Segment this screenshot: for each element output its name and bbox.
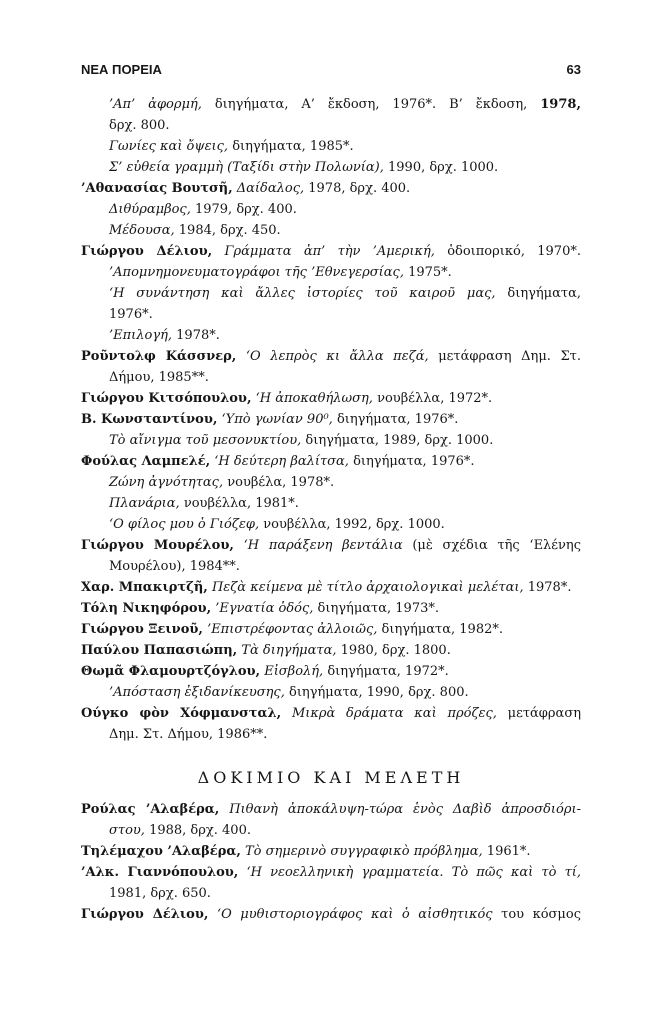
entry-details: διηγήματα, bbox=[495, 286, 581, 301]
bibliography-entry bbox=[81, 451, 581, 472]
entry-line bbox=[81, 115, 581, 136]
entry-line bbox=[81, 178, 581, 199]
bibliography-entry bbox=[81, 136, 581, 157]
work-title: ‘Ο λεπρὸς κι ἄλλα πεζά, bbox=[245, 349, 429, 364]
bibliography-entry bbox=[81, 577, 581, 598]
author-name: Γιώργου Δέλιου, bbox=[81, 244, 213, 259]
work-title: ’Απόσταση ἐξιδανίκευσης, bbox=[109, 685, 285, 700]
work-title: ’Απ’ ἀφορμή, bbox=[109, 97, 202, 112]
entry-details: νουβέλλα, 1972*. bbox=[372, 391, 493, 406]
entry-details: 1984, δρχ. 450. bbox=[174, 223, 281, 238]
bibliography-entry bbox=[81, 535, 581, 577]
work-title: ‘Η νεοελληνικὴ γραμματεία. Τὸ πῶς καὶ τὸ τί, bbox=[246, 865, 582, 880]
work-title: ‘Ο φίλος μου ὁ Γιόζεφ, bbox=[109, 517, 260, 532]
entry-details: (μὲ σχέδια τῆς ‘Ελένης bbox=[402, 538, 582, 553]
entry-line bbox=[81, 157, 581, 178]
section-heading: ΔΟΚΙΜΙΟ ΚΑΙ ΜΕΛΕΤΗ bbox=[197, 768, 465, 787]
bibliography-entry bbox=[81, 241, 581, 262]
entry-line bbox=[81, 661, 581, 682]
work-title: Εἰσβολή, bbox=[264, 664, 324, 679]
entry-details: 1961*. bbox=[482, 844, 531, 859]
entry-details: διηγήματα, 1990, δρχ. 800. bbox=[284, 685, 469, 700]
entry-details: μετάφραση bbox=[496, 706, 581, 721]
work-title: Πιθανὴ ἀποκάλυψη-τώρα ἑνὸς Δαβὶδ ἀπροσδιόρι- bbox=[229, 802, 581, 817]
work-title: ‘Η παράξενη βεντάλια bbox=[243, 538, 403, 553]
entry-line bbox=[81, 820, 581, 841]
entry-details: 1978*. bbox=[172, 328, 220, 343]
entry-details: 1988, δρχ. 400. bbox=[144, 823, 251, 838]
bibliography-list-prose bbox=[81, 94, 581, 745]
entry-line bbox=[81, 682, 581, 703]
entry-details: μετάφραση Δημ. Στ. bbox=[428, 349, 582, 364]
author-name: Τηλέμαχου ’Αλαβέρα, bbox=[81, 844, 241, 859]
page-number: 63 bbox=[566, 62, 581, 77]
entry-line bbox=[81, 703, 581, 724]
author-name: Φούλας Λαμπελέ, bbox=[81, 454, 211, 469]
entry-line bbox=[81, 94, 581, 115]
entry-details: νουβέλλα, 1981*. bbox=[179, 496, 299, 511]
work-title: Σ’ εὐθεία γραμμὴ (Ταξίδι στὴν Πολωνία), bbox=[109, 160, 384, 175]
entry-line bbox=[81, 799, 581, 820]
entry-line bbox=[81, 883, 581, 904]
bibliography-entry bbox=[81, 346, 581, 388]
bibliography-entry bbox=[81, 157, 581, 178]
entry-line bbox=[81, 514, 581, 535]
entry-details bbox=[281, 706, 292, 721]
work-title: ‘Η ἀποκαθήλωση, bbox=[255, 391, 373, 406]
bibliography-entry bbox=[81, 841, 581, 862]
entry-details: διηγήματα, Α’ ἔκδοση, 1976*. Β’ ἔκδοση, bbox=[201, 97, 541, 112]
work-title: ‘Η συνάντηση καὶ ἄλλες ἱστορίες τοῦ καιροῦ μας, bbox=[109, 286, 496, 301]
entry-details: 1978*. bbox=[523, 580, 572, 595]
author-name: Τόλη Νικηφόρου, bbox=[81, 601, 212, 616]
entry-details bbox=[208, 907, 217, 922]
work-title: ’Εγνατία ὁδός, bbox=[215, 601, 314, 616]
entry-details: 1980, δρχ. 1800. bbox=[336, 643, 451, 658]
entry-details bbox=[219, 802, 229, 817]
author-name: Ούγκο φὸν Χόφμανσταλ, bbox=[81, 706, 282, 721]
work-title: Πεζὰ κείμενα μὲ τίτλο ἀρχαιολογικαὶ μελέται, bbox=[211, 580, 524, 595]
work-title: ’Απομνημονευματογράφοι τῆς ’Εθνεγερσίας, bbox=[109, 265, 404, 280]
entry-details: δρχ. 800. bbox=[109, 118, 170, 133]
author-name: Χαρ. Μπακιρτζῆ, bbox=[81, 580, 208, 595]
entry-line bbox=[81, 304, 581, 325]
entry-details bbox=[236, 349, 246, 364]
work-title: ‘Υπὸ γωνίαν 90⁰, bbox=[221, 412, 333, 427]
author-name: Παύλου Παπασιώπη, bbox=[81, 643, 238, 658]
bibliography-entry bbox=[81, 799, 581, 841]
entry-line bbox=[81, 451, 581, 472]
entry-details: 1990, δρχ. 1000. bbox=[383, 160, 499, 175]
work-title: Διθύραμβος, bbox=[109, 202, 191, 217]
work-title: ’Επιστρέφοντας ἀλλοιῶς, bbox=[207, 622, 378, 637]
bibliography-entry bbox=[81, 283, 581, 325]
entry-line bbox=[81, 409, 581, 430]
entry-line bbox=[81, 199, 581, 220]
entry-line bbox=[81, 556, 581, 577]
entry-details: 1976*. bbox=[109, 307, 153, 322]
running-head bbox=[81, 62, 581, 77]
work-title: ’Επιλογή, bbox=[109, 328, 173, 343]
bibliography-entry bbox=[81, 409, 581, 430]
work-title: Πλανάρια, bbox=[109, 496, 180, 511]
bibliography-entry bbox=[81, 178, 581, 199]
bibliography-entry bbox=[81, 904, 581, 925]
entry-details: 1978, δρχ. 400. bbox=[304, 181, 411, 196]
entry-line bbox=[81, 136, 581, 157]
bibliography-entry bbox=[81, 703, 581, 745]
entry-details: Μουρέλου), 1984**. bbox=[109, 559, 240, 574]
author-name: ’Αλκ. Γιαννόπουλου, bbox=[81, 865, 239, 880]
entry-line bbox=[81, 262, 581, 283]
author-name: Γιώργου Κιτσόπουλου, bbox=[81, 391, 252, 406]
entry-details: διηγήματα, 1976*. bbox=[332, 412, 459, 427]
entry-details: διηγήματα, 1976*. bbox=[348, 454, 475, 469]
bibliography-entry bbox=[81, 199, 581, 220]
bibliography-entry bbox=[81, 661, 581, 682]
entry-details: Δήμου, 1985**. bbox=[109, 370, 209, 385]
entry-line bbox=[81, 904, 581, 925]
journal-title: ΝΕΑ ΠΟΡΕΙΑ bbox=[81, 62, 162, 77]
bibliography-entry bbox=[81, 640, 581, 661]
bibliography-list-essays bbox=[81, 799, 581, 925]
bibliography-entry bbox=[81, 619, 581, 640]
work-title: Ζώνη ἀγνότητας, bbox=[109, 475, 224, 490]
author-name: Ρούλας ’Αλαβέρα, bbox=[81, 802, 220, 817]
work-title: Τὰ διηγήματα, bbox=[241, 643, 337, 658]
entry-line bbox=[81, 862, 581, 883]
bibliography-entry bbox=[81, 598, 581, 619]
author-name: ’Αθανασίας Βουτσῆ, bbox=[81, 181, 233, 196]
entry-line bbox=[81, 241, 581, 262]
entry-details: διηγήματα, 1973*. bbox=[313, 601, 440, 616]
entry-details: διηγήματα, 1985*. bbox=[228, 139, 354, 154]
bibliography-entry bbox=[81, 94, 581, 136]
bibliography-entry bbox=[81, 325, 581, 346]
author-name: 1978, bbox=[540, 97, 581, 112]
bibliography-entry bbox=[81, 682, 581, 703]
author-name: Γιώργου Ξεινοῦ, bbox=[81, 622, 203, 637]
entry-details: διηγήματα, 1982*. bbox=[377, 622, 504, 637]
entry-line bbox=[81, 841, 581, 862]
bibliography-entry bbox=[81, 514, 581, 535]
author-name: Ροῦντολφ Κάσσνερ, bbox=[81, 349, 237, 364]
work-title: Μικρὰ δράματα καὶ πρόζες, bbox=[291, 706, 497, 721]
entry-details: διηγήματα, 1989, δρχ. 1000. bbox=[301, 433, 494, 448]
bibliography-entry bbox=[81, 262, 581, 283]
entry-line bbox=[81, 619, 581, 640]
entry-details: διηγήματα, 1972*. bbox=[323, 664, 449, 679]
bibliography-entry bbox=[81, 493, 581, 514]
work-title: ‘Η δεύτερη βαλίτσα, bbox=[214, 454, 349, 469]
entry-line bbox=[81, 535, 581, 556]
work-title: στου, bbox=[109, 823, 145, 838]
entry-line bbox=[81, 430, 581, 451]
work-title: Τὸ αἴνιγμα τοῦ μεσονυκτίου, bbox=[109, 433, 302, 448]
entry-line bbox=[81, 388, 581, 409]
work-title: Γράμματα ἀπ’ τὴν ’Αμερική, bbox=[224, 244, 435, 259]
entry-details: νουβέλα, 1978*. bbox=[223, 475, 335, 490]
author-name: Β. Κωνσταντίνου, bbox=[81, 412, 218, 427]
author-name: Γιώργου Μουρέλου, bbox=[81, 538, 234, 553]
entry-details: 1979, δρχ. 400. bbox=[190, 202, 297, 217]
entry-line bbox=[81, 724, 581, 745]
bibliography-entry bbox=[81, 220, 581, 241]
entry-details: του κόσμος bbox=[492, 907, 581, 922]
entry-details bbox=[234, 538, 244, 553]
entry-line bbox=[81, 346, 581, 367]
author-name: Γιώργου Δέλιου, bbox=[81, 907, 209, 922]
entry-details bbox=[212, 244, 224, 259]
bibliography-entry bbox=[81, 862, 581, 904]
work-title: Τὸ σημερινὸ συγγραφικὸ πρόβλημα, bbox=[245, 844, 483, 859]
entry-line bbox=[81, 493, 581, 514]
work-title: Γωνίες καὶ ὄψεις, bbox=[109, 139, 229, 154]
author-name: Θωμᾶ Φλαμουρτζόγλου, bbox=[81, 664, 261, 679]
entry-line bbox=[81, 325, 581, 346]
entry-line bbox=[81, 220, 581, 241]
bibliography-entry bbox=[81, 472, 581, 493]
entry-line bbox=[81, 472, 581, 493]
work-title: Μέδουσα, bbox=[109, 223, 175, 238]
entry-details: ὁδοιπορικό, 1970*. bbox=[434, 244, 581, 259]
work-title: Δαίδαλος, bbox=[236, 181, 305, 196]
entry-line bbox=[81, 598, 581, 619]
entry-line bbox=[81, 283, 581, 304]
entry-details: νουβέλλα, 1992, δρχ. 1000. bbox=[259, 517, 445, 532]
entry-details: Δημ. Στ. Δήμου, 1986**. bbox=[109, 727, 268, 742]
entry-line bbox=[81, 577, 581, 598]
entry-line bbox=[81, 367, 581, 388]
entry-details: 1981, δρχ. 650. bbox=[109, 886, 211, 901]
work-title: ‘Ο μυθιστοριογράφος καὶ ὁ αἰσθητικός bbox=[216, 907, 493, 922]
entry-details: 1975*. bbox=[403, 265, 452, 280]
entry-line bbox=[81, 640, 581, 661]
bibliography-entry bbox=[81, 430, 581, 451]
bibliography-entry bbox=[81, 388, 581, 409]
